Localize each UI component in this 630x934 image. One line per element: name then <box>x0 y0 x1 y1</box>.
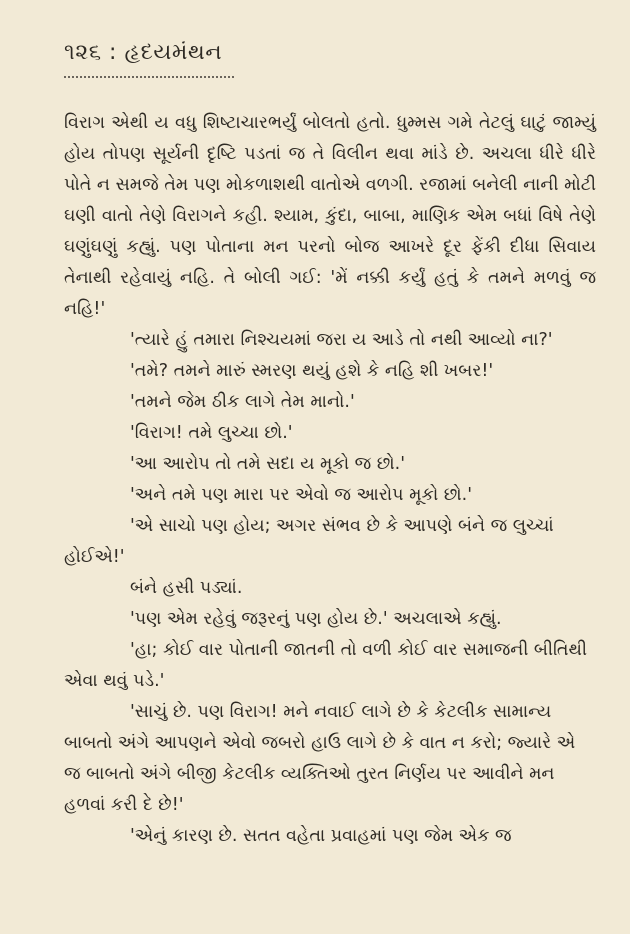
page-body <box>64 108 596 852</box>
dialogue-line: 'હા; કોઈ વાર પોતાની જાતની તો વળી કોઈ વાર સમાજની બીતિથી એવા થવું પડે.' <box>64 640 587 691</box>
dialogue-line: 'તમે? તમને મારું સ્મરણ થયું હશે કે નહિ શી ખબર!' <box>130 361 494 381</box>
book-title: હૃદયમંથન <box>124 40 223 65</box>
dialogue-line: 'એનું કારણ છે. સતત વહેતા પ્રવાહમાં પણ જેમ એક જ <box>130 826 512 846</box>
dialogue-line: 'સાચું છે. પણ વિરાગ! મને નવાઈ લાગે છે કે કેટલીક સામાન્ય બાબતો અંગે આપણને એવો જબરો હાઉ લાગે છે કે વાત ન કરો; જ્યારે એ જ બાબતો અંગે બીજી કેટલીક વ્યક્તિઓ તુરત નિર્ણય પર આવીને મન હળવાં કરી દે છે!' <box>64 702 576 815</box>
header-separator: : <box>109 40 117 65</box>
narrative-paragraph: વિરાગ એથી ય વધુ શિષ્ટાચારભર્યું બોલતો હતો. ધુમ્મસ ગમે તેટલું ઘાટું જામ્યું હોય તોપણ સૂર્યની દૃષ્ટિ પડતાં જ તે વિલીન થવા માંડે છે. અચલા ધીરે ધીરે પોતે ન સમજે તેમ પણ મોકળાશથી વાતોએ વળગી. રજામાં બનેલી નાની મોટી ઘણી વાતો તેણે વિરાગને કહી. શ્યામ, કુંદા, બાબા, માણિક એમ બધાં વિષે તેણે ઘણુંઘણું કહ્યું. પણ પોતાના મન પરનો બોજ આખરે દૂર ફેંકી દીધા સિવાય તેનાથી રહેવાયું નહિ. તે બોલી ગઈ: 'મેં નક્કી કર્યું હતું કે તમને મળવું જ નહિ!' <box>64 113 596 319</box>
page-header <box>64 38 596 68</box>
dialogue-line: 'વિરાગ! તમે લુચ્ચા છો.' <box>130 423 293 443</box>
header-underline <box>64 70 234 78</box>
dialogue-line: 'પણ એમ રહેવું જરૂરનું પણ હોય છે.' અચલાએ કહ્યું. <box>130 609 502 629</box>
page-number: ૧૨૬ <box>64 40 102 65</box>
dialogue-line: 'અને તમે પણ મારા પર એવો જ આરોપ મૂકો છો.' <box>130 485 473 505</box>
dialogue-line: 'તમને જેમ ઠીક લાગે તેમ માનો.' <box>130 392 355 412</box>
dialogue-line: 'ત્યારે હું તમારા નિશ્ચયમાં જરા ય આડે તો નથી આવ્યો ના?' <box>130 330 553 350</box>
narrative-line: બંને હસી પડ્યાં. <box>130 578 243 598</box>
dialogue-line: 'એ સાચો પણ હોય; અગર સંભવ છે કે આપણે બંને જ લુચ્ચાં હોઈએ!' <box>64 516 554 567</box>
dialogue-line: 'આ આરોપ તો તમે સદા ય મૂકો જ છો.' <box>130 454 406 474</box>
